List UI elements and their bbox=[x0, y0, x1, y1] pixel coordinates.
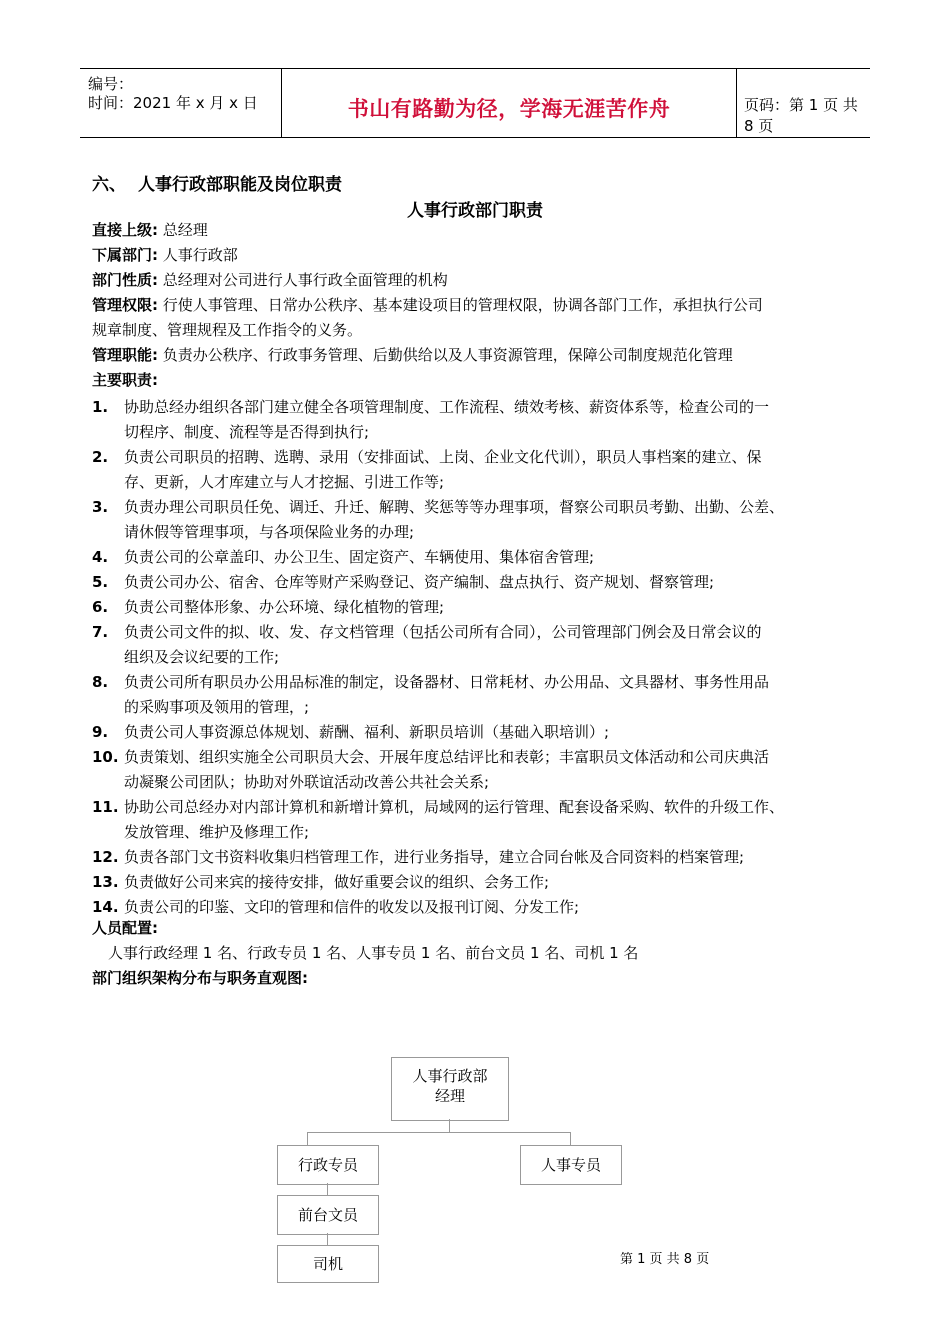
section-title: 人事行政部职能及岗位职责 bbox=[138, 175, 342, 195]
duty-text-line: 协助总经办组织各部门建立健全各项管理制度、工作流程、绩效考核、薪资体系等，检查公司的一 bbox=[124, 398, 770, 416]
duty-text-line: 负责各部门文书资料收集归档管理工作，进行业务指导，建立合同台帐及合同资料的档案管理; bbox=[124, 848, 745, 866]
duty-text-line: 的采购事项及领用的管理，; bbox=[124, 698, 310, 716]
duty-text-line: 负责办理公司职员任免、调迁、升迁、解聘、奖惩等等办理事项，督察公司职员考勤、出勤、公差、 bbox=[124, 498, 785, 516]
function-row bbox=[92, 345, 733, 365]
superior-value: 总经理 bbox=[162, 221, 208, 239]
duty-number: 6. bbox=[92, 598, 109, 616]
staffing-text: 人事行政经理 1 名、行政专员 1 名、人事专员 1 名、前台文员 1 名、司机 1 名 bbox=[108, 944, 639, 962]
header-page-cell bbox=[736, 69, 870, 137]
function-value: 负责办公秩序、行政事务管理、后勤供给以及人事资源管理，保障公司制度规范化管理 bbox=[162, 346, 733, 364]
header-motto-cell bbox=[281, 69, 737, 137]
function-label: 管理职能: bbox=[92, 346, 158, 364]
duty-text-line: 负责公司文件的拟、收、发、存文档管理（包括公司所有合同），公司管理部门例会及日常会议的 bbox=[124, 623, 762, 641]
duty-text-line: 负责公司的公章盖印、办公卫生、固定资产、车辆使用、集体宿舍管理; bbox=[124, 548, 595, 566]
duty-text-line: 负责公司的印鉴、文印的管理和信件的收发以及报刊订阅、分发工作; bbox=[124, 898, 580, 916]
doc-date-label: 时间：2021 年 x 月 x 日 bbox=[88, 94, 258, 112]
duty-number: 13. bbox=[92, 873, 119, 891]
org-connector bbox=[307, 1132, 308, 1145]
duty-text-line: 存、更新，人才库建立与人才挖掘、引进工作等; bbox=[124, 473, 445, 491]
authority-label: 管理权限: bbox=[92, 296, 158, 314]
duty-text-line: 负责做好公司来宾的接待安排，做好重要会议的组织、会务工作; bbox=[124, 873, 550, 891]
staffing-label: 人员配置: bbox=[92, 919, 158, 937]
duty-number: 2. bbox=[92, 448, 109, 466]
duty-number: 7. bbox=[92, 623, 109, 641]
duty-number: 3. bbox=[92, 498, 109, 516]
duty-text-line: 组织及会议纪要的工作; bbox=[124, 648, 280, 666]
subordinate-label: 下属部门: bbox=[92, 246, 158, 264]
duty-text-line: 负责公司办公、宿舍、仓库等财产采购登记、资产编制、盘点执行、资产规划、督察管理; bbox=[124, 573, 715, 591]
duty-text-line: 切程序、制度、流程等是否得到执行; bbox=[124, 423, 370, 441]
duty-text-line: 负责策划、组织实施全公司职员大会、开展年度总结评比和表彰；丰富职员文体活动和公司庆典活 bbox=[124, 748, 770, 766]
section-number: 六、 bbox=[92, 175, 126, 195]
org-node-manager-line2: 经理 bbox=[434, 1087, 465, 1105]
duty-number: 5. bbox=[92, 573, 109, 591]
header-page-label: 页码：第 1 页 共 8 页 bbox=[744, 96, 858, 135]
subordinate-row bbox=[92, 245, 238, 265]
duty-number: 11. bbox=[92, 798, 119, 816]
page-footer: 第 1 页 共 8 页 bbox=[620, 1252, 710, 1267]
duty-text-line: 发放管理、维护及修理工作; bbox=[124, 823, 310, 841]
org-connector bbox=[307, 1132, 571, 1133]
duty-text bbox=[124, 545, 864, 570]
header-info-cell bbox=[80, 69, 280, 137]
duty-text-line: 负责公司职员的招聘、选聘、录用（安排面试、上岗、企业文化代训），职员人事档案的建立、保 bbox=[124, 448, 762, 466]
org-node-manager-line1: 人事行政部 bbox=[412, 1067, 488, 1085]
duty-text-line: 请休假等管理事项，与各项保险业务的办理; bbox=[124, 523, 415, 541]
org-node-admin: 行政专员 bbox=[277, 1145, 379, 1185]
duty-number: 1. bbox=[92, 398, 109, 416]
superior-label: 直接上级: bbox=[92, 221, 158, 239]
duty-text bbox=[124, 720, 864, 745]
org-node-driver: 司机 bbox=[277, 1245, 379, 1283]
duty-text bbox=[124, 570, 864, 595]
nature-label: 部门性质: bbox=[92, 271, 158, 289]
authority-value: 行使人事管理、日常办公秩序、基本建设项目的管理权限，协调各部门工作，承担执行公司 bbox=[162, 296, 763, 314]
org-connector bbox=[327, 1233, 328, 1245]
duty-text bbox=[124, 870, 864, 895]
nature-value: 总经理对公司进行人事行政全面管理的机构 bbox=[162, 271, 448, 289]
duty-text-line: 动凝聚公司团队；协助对外联谊活动改善公共社会关系; bbox=[124, 773, 490, 791]
header-motto: 书山有路勤为径，学海无涯苦作舟 bbox=[347, 97, 671, 121]
org-node-hr: 人事专员 bbox=[520, 1145, 622, 1185]
section-heading bbox=[92, 170, 342, 195]
duty-text bbox=[124, 670, 864, 720]
superior-row bbox=[92, 220, 208, 240]
org-node-manager bbox=[391, 1057, 509, 1121]
duty-text bbox=[124, 745, 864, 795]
doc-title: 人事行政部门职责 bbox=[407, 201, 543, 221]
subordinate-value: 人事行政部 bbox=[162, 246, 238, 264]
doc-number-label: 编号： bbox=[88, 75, 134, 93]
duty-number: 10. bbox=[92, 748, 119, 766]
authority-continuation: 规章制度、管理规程及工作指令的义务。 bbox=[92, 321, 363, 339]
duty-text-line: 负责公司整体形象、办公环境、绿化植物的管理; bbox=[124, 598, 445, 616]
duties-label: 主要职责: bbox=[92, 371, 158, 389]
duty-text bbox=[124, 495, 864, 545]
duty-text-line: 负责公司人事资源总体规划、薪酬、福利、新职员培训（基础入职培训）; bbox=[124, 723, 610, 741]
duty-number: 4. bbox=[92, 548, 109, 566]
duty-number: 9. bbox=[92, 723, 109, 741]
duty-number: 14. bbox=[92, 898, 119, 916]
org-chart-label: 部门组织架构分布与职务直观图: bbox=[92, 969, 309, 987]
duty-text bbox=[124, 395, 864, 445]
org-node-reception: 前台文员 bbox=[277, 1195, 379, 1235]
duty-text bbox=[124, 445, 864, 495]
duty-text bbox=[124, 795, 864, 845]
duty-text bbox=[124, 895, 864, 920]
duty-text bbox=[124, 595, 864, 620]
duty-text-line: 协助公司总经办对内部计算机和新增计算机，局域网的运行管理、配套设备采购、软件的升级工作、 bbox=[124, 798, 785, 816]
authority-row bbox=[92, 295, 763, 315]
org-connector bbox=[327, 1183, 328, 1195]
duty-text bbox=[124, 620, 864, 670]
duty-text-line: 负责公司所有职员办公用品标准的制定，设备器材、日常耗材、办公用品、文具器材、事务性用品 bbox=[124, 673, 770, 691]
page-header bbox=[80, 68, 870, 138]
duty-text bbox=[124, 845, 864, 870]
org-connector bbox=[449, 1119, 450, 1132]
duty-number: 12. bbox=[92, 848, 119, 866]
duty-number: 8. bbox=[92, 673, 109, 691]
nature-row bbox=[92, 270, 448, 290]
org-connector bbox=[570, 1132, 571, 1145]
